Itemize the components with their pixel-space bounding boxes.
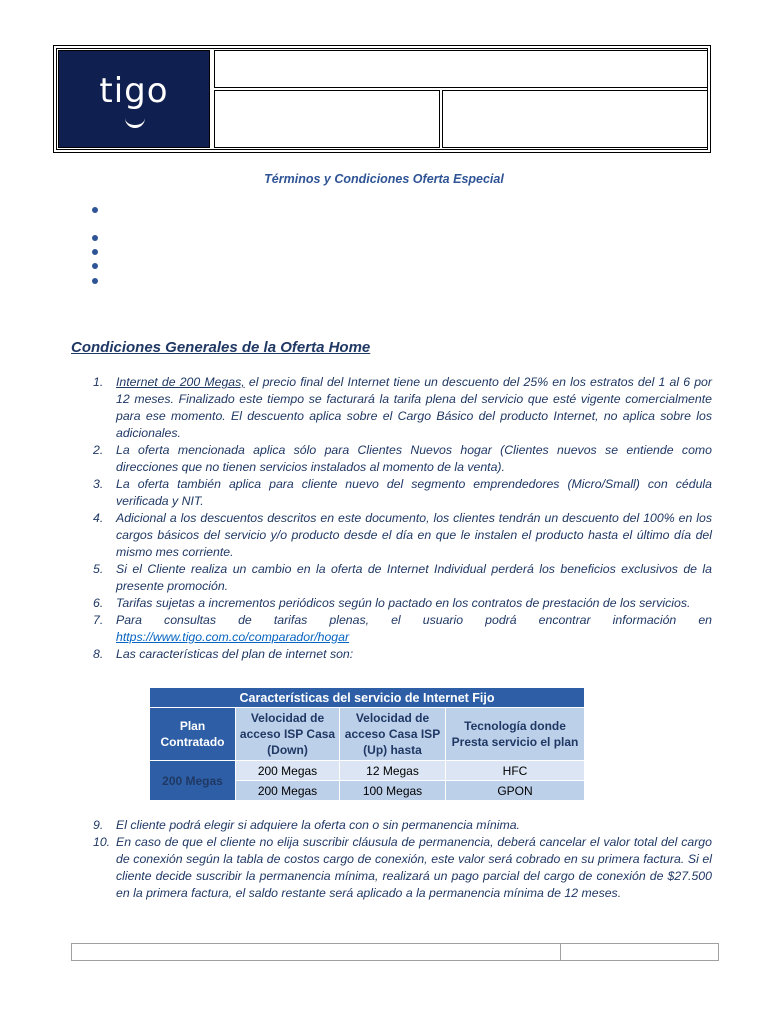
table-row [150,761,585,781]
condition-item [0,374,768,442]
condition-item [0,561,768,595]
tigo-logo [58,50,210,148]
condition-text: En caso de que el cliente no elija suscribir cláusula de permanencia, deberá cancelar el valor total del cargo de conexión según la tabla de costos cargo de conexión, este valor será cobrado en su primera factura. Si el cliente decide suscribir la permanencia mínima, realizará un pago parcial del cargo de conexión de $27.500 en la primera factura, el saldo restante será aplicado a la permanencia mínima de 12 meses. [116,835,712,900]
bullet-icon [92,235,98,241]
condition-item [0,442,768,476]
internet-features-table [149,687,585,801]
logo-smile-icon [125,115,145,128]
bullet-icon [92,263,98,269]
condition-text: La oferta mencionada aplica sólo para Clientes Nuevos hogar (Clientes nuevos se entiende como direcciones que no tienen servicios instalados al momento de la venta). [116,443,712,474]
condition-number: 4. [93,511,104,525]
condition-item [0,476,768,510]
condition-number: 2. [93,443,104,457]
condition-text: el precio final del Internet tiene un descuento del 25% en los estratos del 1 al 6 por 12 meses. Finalizado este tiempo se facturará la tarifa plena del servicio que esté vigente comercialmente para ese momento. El descuento aplica sobre el Cargo Básico del producto Internet, no aplica sobre los adicionales. [116,375,712,440]
condition-item [0,817,768,834]
condition-number: 3. [93,477,104,491]
condition-number: 10. [93,835,111,849]
condition-item [0,595,768,612]
table-cell: 200 Megas [236,781,340,801]
document-title: Términos y Condiciones Oferta Especial [264,172,504,186]
condition-number: 7. [93,613,104,627]
condition-number: 9. [93,818,104,832]
comparador-link[interactable]: https://www.tigo.com.co/comparador/hogar [116,630,350,644]
table-cell: 12 Megas [340,761,446,781]
condition-text: Para consultas de tarifas plenas, el usuario podrá encontrar información en [116,613,712,627]
condition-item [0,510,768,561]
document-footer [71,943,719,961]
header-cell-top [214,50,708,88]
condition-text: Las características del plan de internet son: [116,647,354,661]
table-header-tech: Tecnología donde Presta servicio el plan [446,708,585,761]
condition-item [0,834,768,902]
bullet-icon [92,207,98,213]
table-caption: Características del servicio de Internet Fijo [150,688,585,708]
bullet-icon [92,278,98,284]
condition-number: 8. [93,647,104,661]
logo-text: tigo [99,71,169,111]
condition-item [0,646,768,663]
table-header-up: Velocidad de acceso Casa ISP (Up) hasta [340,708,446,761]
table-cell: 200 Megas [236,761,340,781]
condition-text: Tarifas sujetas a incrementos periódicos según lo pactado en los contratos de prestación de los servicios. [116,596,691,610]
section-title: Condiciones Generales de la Oferta Home [71,339,371,356]
table-cell: HFC [446,761,585,781]
header-cell-bottom-left [214,90,440,148]
document-header [53,45,711,153]
condition-item [0,612,768,646]
table-plan-cell: 200 Megas [150,761,236,801]
condition-number: 5. [93,562,104,576]
condition-text: La oferta también aplica para cliente nuevo del segmento emprendedores (Micro/Small) con cédula verificada y NIT. [116,477,712,508]
condition-text: Adicional a los descuentos descritos en este documento, los clientes tendrán un descuento del 100% en los cargos básicos del servicio y/o producto desde el día en que le instalen el producto hasta el último día del mismo mes corriente. [116,511,712,559]
table-cell: GPON [446,781,585,801]
header-cell-bottom-right [442,90,708,148]
condition-text: Si el Cliente realiza un cambio en la oferta de Internet Individual perderá los beneficios exclusivos de la presente promoción. [116,562,712,593]
condition-number: 1. [93,375,104,389]
conditions-list-continued [0,817,768,902]
footer-divider [560,944,561,960]
condition-number: 6. [93,596,104,610]
condition-lead: Internet de 200 Megas, [116,375,245,389]
table-cell: 100 Megas [340,781,446,801]
condition-text: El cliente podrá elegir si adquiere la oferta con o sin permanencia mínima. [116,818,520,832]
table-header-down: Velocidad de acceso ISP Casa (Down) [236,708,340,761]
table-header-plan: Plan Contratado [150,708,236,761]
conditions-list [0,374,768,663]
bullet-icon [92,249,98,255]
